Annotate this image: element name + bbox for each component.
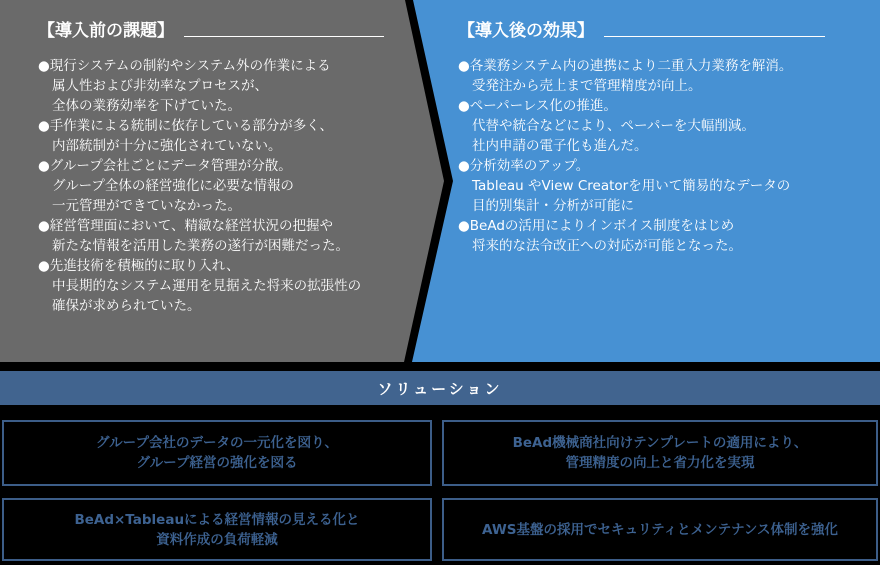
bullet-item: ●ペーパーレス化の推進。 代替や統合などにより、ペーパーを大幅削減。 社内申請の電子化も進んだ。 [458,98,755,154]
solution-box-aws-platform: AWS基盤の採用でセキュリティとメンテナンス体制を強化 [442,498,878,561]
after-heading-row [458,20,825,42]
after-bullet-list [458,56,825,256]
bullet-item: ●各業務システム内の連携により二重入力業務を解消。 受発注から売上まで管理精度が向上。 [458,58,793,94]
before-section [38,20,384,316]
solution-title: ソリューション [377,379,503,398]
bullet-item: ●手作業による統制に依存している部分が多く、 内部統制が十分に強化されていない。 [38,118,334,154]
before-bullet-list [38,56,384,316]
bullet-item: ●経営管理面において、精緻な経営状況の把握や 新たな情報を活用した業務の遂行が困難だった。 [38,218,349,254]
before-heading-row [38,20,384,42]
solution-box-bead-tableau: BeAd×Tableauによる経営情報の見える化と 資料作成の負荷軽減 [2,498,432,561]
bullet-item: ●先進技術を積極的に取り入れ、 中長期的なシステム運用を見据えた将来の拡張性の 確保が求められていた。 [38,258,362,314]
solution-box-bead-template: BeAd機械商社向けテンプレートの適用により、 管理精度の向上と省力化を実現 [442,420,878,486]
solution-bar [0,371,880,405]
before-heading-underline [184,36,384,37]
before-heading: 【導入前の課題】 [38,21,174,41]
solution-box-group-data-unification: グループ会社のデータの一元化を図り、 グループ経営の強化を図る [2,420,432,486]
bullet-item: ●グループ会社ごとにデータ管理が分散。 グループ全体の経営強化に必要な情報の 一元管理ができていなかった。 [38,158,294,214]
after-heading-underline [604,36,825,37]
bullet-item: ●現行システムの制約やシステム外の作業による 属人性および非効率なプロセスが、 全体の業務効率を下げていた。 [38,58,331,114]
bullet-item: ●BeAdの活用によりインボイス制度をはじめ 将来的な法令改正への対応が可能となった。 [458,218,742,254]
after-section [458,20,825,256]
bullet-item: ●分析効率のアップ。 Tableau やView Creatorを用いて簡易的なデータの 目的別集計・分析が可能に [458,158,791,214]
after-heading: 【導入後の効果】 [458,21,594,41]
